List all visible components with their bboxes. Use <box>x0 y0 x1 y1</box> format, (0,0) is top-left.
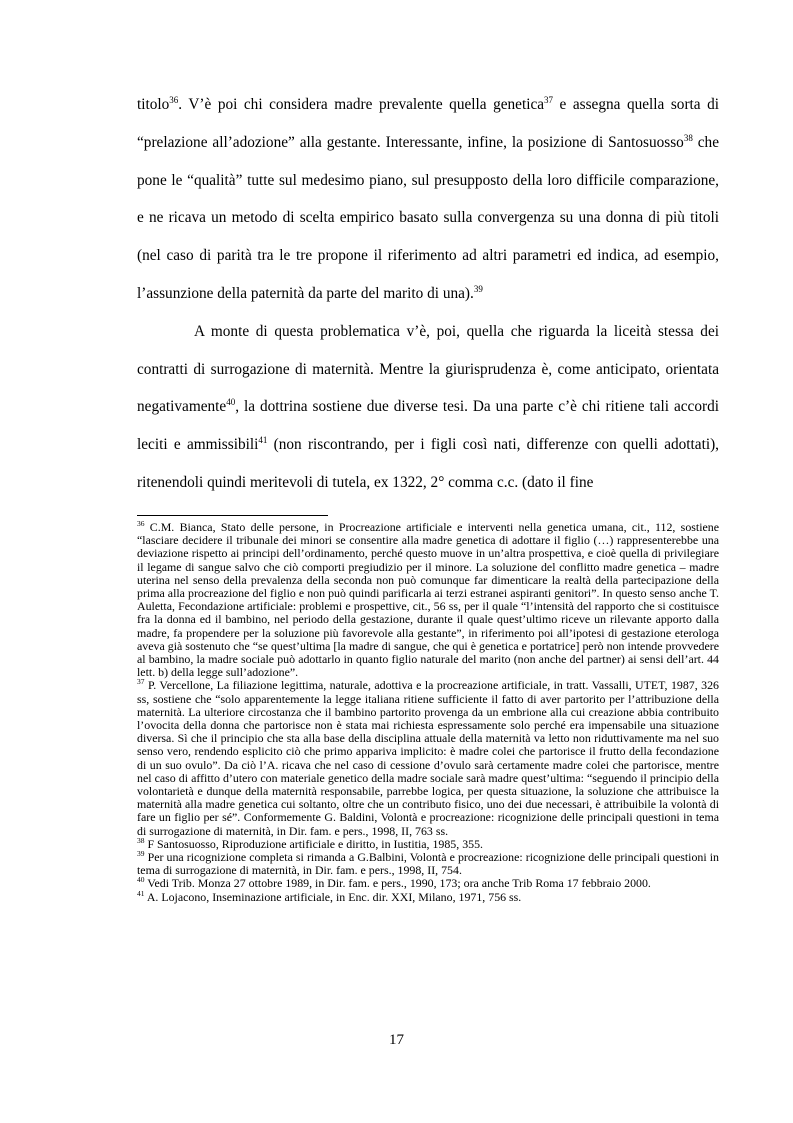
footnotes <box>137 521 719 904</box>
footnote-separator <box>137 515 328 516</box>
footnote-ref: 37 <box>544 94 554 105</box>
text-run: che pone le “qualità” tutte sul medesimo piano, sul presupposto della loro difficile comparazione, e ne ricava un metodo di scelta empirico basato sulla convergenza su una donna di più titoli (nel caso di parità tra le tre propone il riferimento ad altri parametri ed indica, ad esempio, l’assunzione della paternità da parte del marito di una). <box>137 133 719 302</box>
footnote-ref: 41 <box>258 435 268 446</box>
footnote-number: 41 <box>137 888 145 898</box>
footnote-number: 36 <box>137 519 145 529</box>
footnote-number: 39 <box>137 849 145 859</box>
footnote-text: P. Vercellone, La filiazione legittima, naturale, adottiva e la procreazione artificiale, in tratt. Vassalli, UTET, 1987, 326 ss, sostiene che “solo apparentemente la legge italiana ritiene sufficiente il fatto di aver partorito per l’attribuzione della maternità. La ulteriore circostanza che il bambino partorito provenga da un embrione alla cui creazione abbia contribuito l’ovocita della donna che partorisce non è stata mai richiesta espressamente solo perché era impensabile una situazione diversa. Sì che il principio che sta alla base della disciplina attuale della maternità va letto non riduttivamente ma nel suo senso vero, rendendo esplicito ciò che primo appariva implicito: è madre colei che partorisce il frutto della fecondazione di un suo ovulo”. Da ciò l’A. ricava che nel caso di cessione d’ovulo sarà certamente madre colei che partorisce, mentre nel caso di affitto d’utero con materiale genetico della madre sociale sarà madre quest’ultima: “seguendo il principio della volontarietà e dunque della maternità responsabile, parrebbe logica, per questa situazione, la soluzione che attribuisce la maternità alla madre genetica cui soltanto, oltre che un contributo fisico, uno dei due necessari, è attribuibile la volontà di fare un figlio per sé”. Conformemente G. Baldini, Volontà e procreazione: ricognizione delle principali questioni in tema di surrogazione di maternità, in Dir. fam. e pers., 1998, II, 763 ss. <box>137 678 719 838</box>
text-run: (non riscontrando, per i figli così nati, differenze con quelli adottati), ritenendoli quindi meritevoli di tutela, ex 1322, 2° comma c.c. (dato il fine <box>137 436 719 491</box>
footnote-number: 38 <box>137 835 145 845</box>
footnote-41 <box>137 888 719 904</box>
text-run: titolo <box>137 96 170 113</box>
footnote-text: Per una ricognizione completa si rimanda a G.Balbini, Volontà e procreazione: ricognizione delle principali questioni in tema di surrogazione di maternità, in Dir. fam. e pers., 1998, II, 754. <box>137 850 719 878</box>
footnote-37 <box>137 679 719 837</box>
footnote-text: Vedi Trib. Monza 27 ottobre 1989, in Dir. fam. e pers., 1990, 173; ora anche Trib Roma 17 febbraio 2000. <box>144 876 651 891</box>
footnote-text: C.M. Bianca, Stato delle persone, in Procreazione artificiale e interventi nella genetica umana, cit., 112, sostiene “lasciare decidere il tribunale dei minori se consentire alla madre genetica di adottare il figlio (…) rappresenterebbe una deviazione rispetto ai principi dell’ordinamento, perché questo muove in un’altra prospettiva, e cioè quella di privilegiare il legame di sangue salvo che ciò comporti pregiudizio per il minore. La soluzione del conflitto madre genetica – madre uterina nel senso della prevalenza della seconda non può comunque far dimenticare la realtà della partecipazione della prima alla procreazione del figlio e non può quindi parificarla ai terzi estranei aspiranti genitori”. In questo senso anche T. Auletta, Fecondazione artificiale: problemi e prospettive, cit., 56 ss, per il quale “l’intensità del rapporto che si costituisce fra la donna ed il bambino, nel periodo della gestazione, durante il quale quest’ultimo riceve un rilevante apporto dalla madre, fa propendere per la soluzione più favorevole alla gestante”, in riferimento poi all’ipotesi di gestazione eterologa aveva già sostenuto che “se quest’ultima [la madre di sangue, che qui è genetica e portatrice] però non intende provvedere al bambino, la madre sociale può adottarlo in quanto figlio naturale del marito (non anche del partner) ai sensi dell’art. 44 lett. b) della legge sull’adozione”. <box>137 520 719 680</box>
footnote-ref: 36 <box>169 94 179 105</box>
text-run: A monte di questa problematica v’è, poi, quella che riguarda la liceità stessa dei contratti di surrogazione di maternità. Mentre la giurisprudenza è, come anticipato, orientata negativamente <box>137 322 719 416</box>
footnote-number: 40 <box>137 875 145 885</box>
text-run: e assegna quella sorta di “prelazione all’adozione” alla gestante. Interessante, infine, la posizione di Santosuosso <box>137 96 719 151</box>
footnote-36 <box>137 521 719 679</box>
footnote-text: A. Lojacono, Inseminazione artificiale, in Enc. dir. XXI, Milano, 1971, 756 ss. <box>144 889 522 904</box>
page-number: 17 <box>389 1032 404 1048</box>
footnote-ref: 40 <box>226 397 236 408</box>
paragraph-2 <box>137 313 719 502</box>
text-run: , la dottrina sostiene due diverse tesi. Da una parte c’è chi ritiene tali accordi leciti e ammissibili <box>137 398 719 454</box>
paragraph-1 <box>137 86 719 313</box>
footnote-ref: 38 <box>683 132 693 143</box>
footnote-39 <box>137 851 719 877</box>
main-text <box>137 86 719 502</box>
footnote-text: F Santosuosso, Riproduzione artificiale e diritto, in Iustitia, 1985, 355. <box>144 836 484 851</box>
footnote-number: 37 <box>137 677 145 687</box>
text-run: . V’è poi chi considera madre prevalente quella genetica <box>178 96 545 113</box>
footnote-ref: 39 <box>473 283 483 294</box>
